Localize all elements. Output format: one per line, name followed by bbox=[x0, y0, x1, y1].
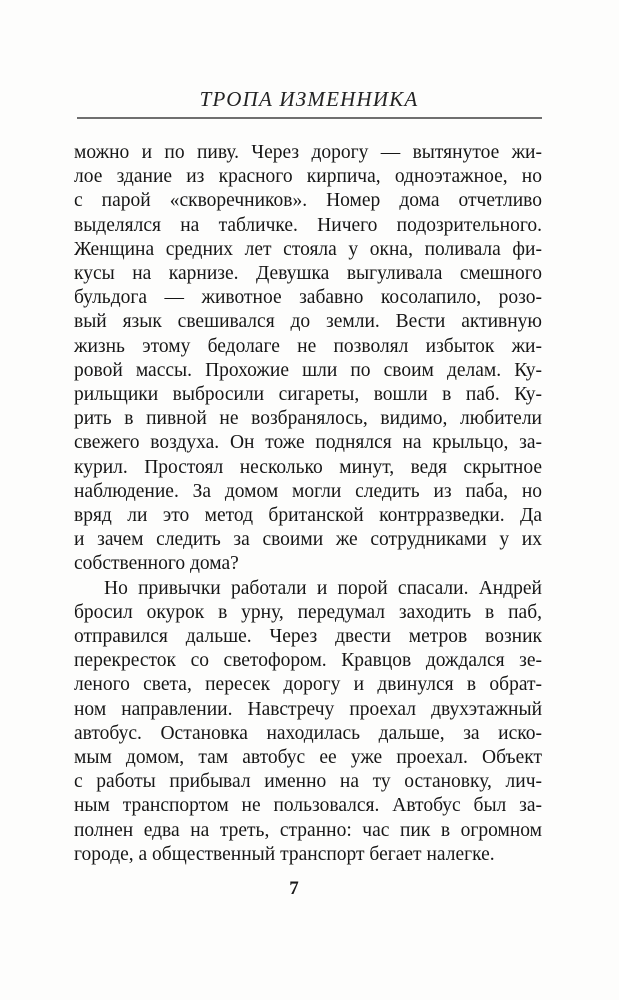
text-line: мым домом, там автобус ее уже проехал. Объект bbox=[74, 747, 542, 769]
text-line: с работы прибывал именно на ту остановку, лич- bbox=[74, 771, 542, 793]
text-line: кусы на карнизе. Девушка выгуливала смешного bbox=[74, 263, 542, 285]
text-line: перекресток со светофором. Кравцов дождался зе- bbox=[74, 650, 542, 672]
text-line: с парой «скворечников». Номер дома отчетливо bbox=[74, 190, 542, 212]
text-line: автобус. Остановка находилась дальше, за иско- bbox=[74, 722, 542, 744]
text-line: вряд ли это метод британской контрразведки. Да bbox=[74, 505, 542, 527]
paragraph-1 bbox=[74, 141, 542, 577]
text-line: можно и по пиву. Через дорогу — вытянутое жи- bbox=[74, 142, 542, 163]
text-line: ровой массы. Прохожие шли по своим делам. Ку- bbox=[74, 359, 542, 381]
text-line: курил. Простоял несколько минут, ведя скрытное bbox=[74, 456, 542, 478]
text-line: бульдога — животное забавно косолапило, розо- bbox=[74, 287, 542, 309]
text-line: городе, а общественный транспорт бегает налегке. bbox=[74, 843, 495, 865]
text-line: жизнь этому бедолаге не позволял избыток жи- bbox=[74, 335, 542, 357]
running-header: ТРОПА ИЗМЕННИКА bbox=[199, 87, 419, 111]
text-line: отправился дальше. Через двести метров возник bbox=[74, 626, 542, 648]
text-line: Но привычки работали и порой спасали. Андрей bbox=[104, 577, 542, 599]
text-line: свежего воздуха. Он тоже поднялся на крыльцо, за- bbox=[74, 432, 542, 454]
text-line: собственного дома? bbox=[74, 553, 239, 575]
header-rule bbox=[77, 117, 542, 119]
text-line: ным транспортом не пользовался. Автобус был за- bbox=[74, 795, 542, 817]
page-body bbox=[74, 141, 542, 867]
text-line: выделялся на табличке. Ничего подозрительного. bbox=[74, 214, 542, 236]
text-line: рильщики выбросили сигареты, вошли в паб. Ку- bbox=[74, 384, 542, 406]
text-line: бросил окурок в урну, передумал заходить в паб, bbox=[74, 601, 542, 623]
paragraph-2 bbox=[74, 577, 542, 867]
text-line: вый язык свешивался до земли. Вести активную bbox=[74, 311, 542, 333]
text-line: Женщина средних лет стояла у окна, поливала фи- bbox=[74, 238, 542, 260]
text-line: ном направлении. Навстречу проехал двухэтажный bbox=[74, 698, 542, 720]
text-line: рить в пивной не возбранялось, видимо, любители bbox=[74, 408, 542, 430]
text-line: лое здание из красного кирпича, одноэтажное, но bbox=[74, 166, 542, 188]
text-line: наблюдение. За домом могли следить из паба, но bbox=[74, 480, 542, 502]
text-line: и зачем следить за своими же сотрудниками у их bbox=[74, 529, 542, 551]
text-line: леного света, пересек дорогу и двинулся в обрат- bbox=[74, 674, 542, 696]
text-line: полнен едва на треть, странно: час пик в огромном bbox=[74, 819, 542, 841]
page-number: 7 bbox=[289, 878, 299, 899]
